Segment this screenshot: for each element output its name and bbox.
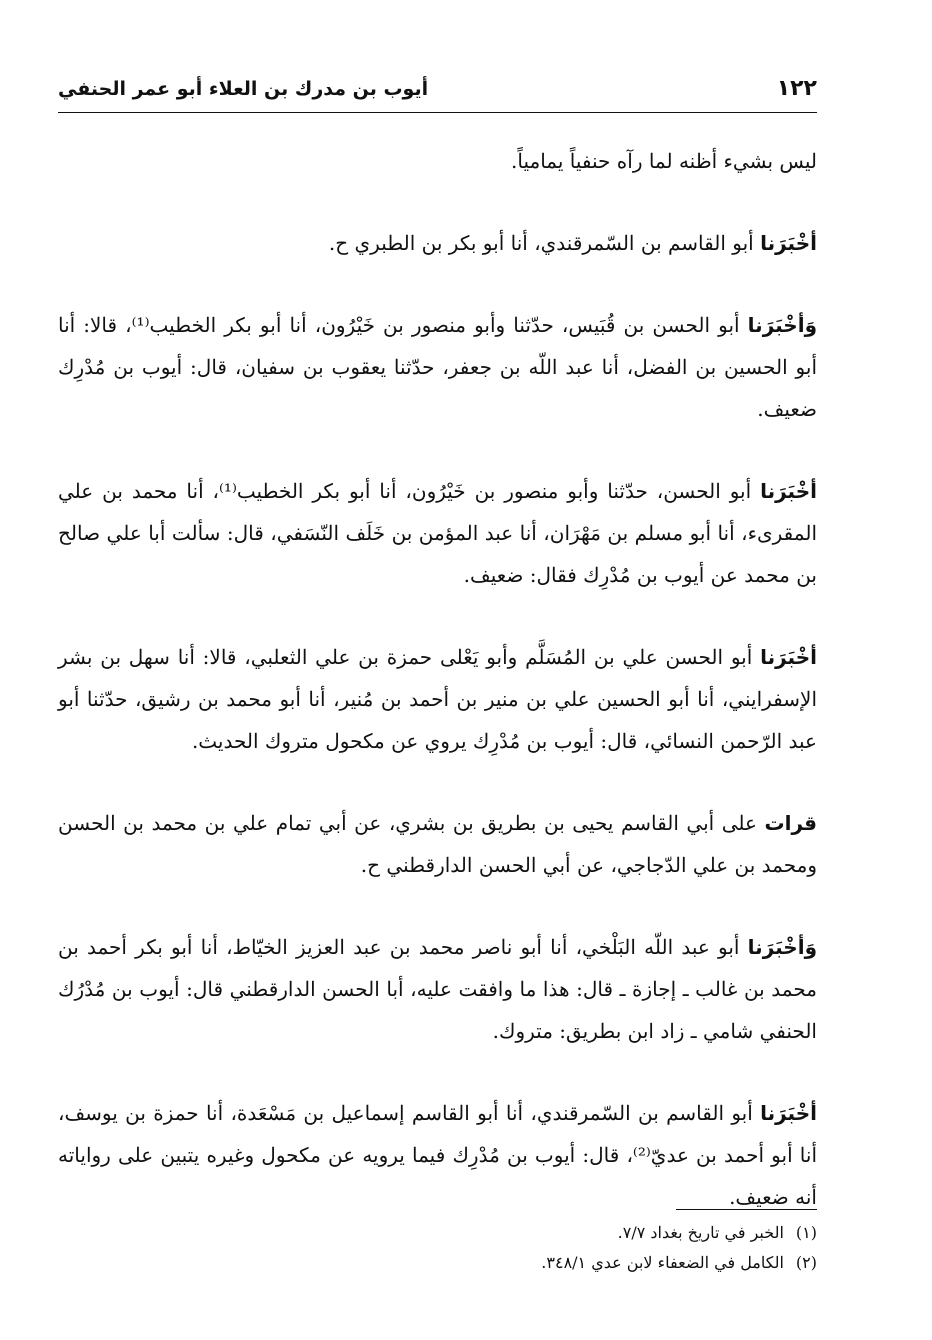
running-title: أيوب بن مدرك بن العلاء أبو عمر الحنفي: [58, 78, 429, 100]
paragraph: [58, 926, 817, 1052]
footnote-text: الكامل في الضعفاء لابن عدي ٣٤٨/١.: [541, 1253, 784, 1272]
footnote-marker: (٢): [795, 1253, 817, 1272]
paragraph-text: أبو الحسن، حدّثنا وأبو منصور بن خَيْرُون، أنا أبو بكر الخطيب⁽¹⁾، أنا محمد بن علي المقرىء، أنا أبو مسلم بن مَهْرَان، أنا عبد المؤمن بن خَلَف النّسَفي، قال: سألت أبا علي صالح بن محمد عن أيوب بن مُدْرِك فقال: ضعيف.: [58, 479, 817, 587]
footnotes: [58, 1218, 817, 1278]
paragraph-text: أبو القاسم بن السّمرقندي، أنا أبو القاسم إسماعيل بن مَسْعَدة، أنا حمزة بن يوسف، أنا أبو أحمد بن عديّ⁽²⁾، قال: أيوب بن مُدْرِك فيما يرويه عن مكحول وغيره يتبين على رواياته أنه ضعيف.: [58, 1101, 818, 1209]
footnote: [58, 1248, 817, 1278]
paragraph-lead: أخْبَرَنا: [760, 479, 817, 503]
paragraph: [58, 1092, 817, 1218]
page-header: [58, 74, 817, 114]
footnote-marker: (١): [795, 1223, 817, 1242]
paragraph: [58, 222, 817, 264]
footnote-rule: [676, 1209, 817, 1210]
paragraph: [58, 636, 817, 762]
paragraph-text: أبو القاسم بن السّمرقندي، أنا أبو بكر بن الطبري ح.: [328, 231, 761, 255]
header-rule: [58, 112, 817, 113]
paragraph-lead: قرات: [764, 811, 817, 835]
paragraph-lead: وَأخْبَرَنا: [747, 935, 817, 959]
paragraph-text: أبو الحسن بن قُبَيس، حدّثنا وأبو منصور بن خَيْرُون، أنا أبو بكر الخطيب⁽¹⁾، قالا: أنا أبو الحسين بن الفضل، أنا عبد اللّه بن جعفر، حدّثنا يعقوب بن سفيان، قال: أيوب بن مُدْرِك ضعيف.: [58, 313, 817, 421]
paragraph-text: أبو الحسن علي بن المُسَلَّم وأبو يَعْلى حمزة بن علي الثعلبي، قالا: أنا سهل بن بشر الإسفرايني، أنا أبو الحسين علي بن منير بن أحمد بن مُنير، أنا أبو محمد بن رشيق، حدّثنا أبو عبد الرّحمن النسائي، قال: أيوب بن مُدْرِك يروي عن مكحول متروك الحديث.: [58, 645, 817, 753]
paragraph-lead: أخْبَرَنا: [760, 645, 817, 669]
paragraph: [58, 470, 817, 596]
paragraph: [58, 802, 817, 886]
footnote: [58, 1218, 817, 1248]
paragraph-text: ليس بشيء أظنه لما رآه حنفياً يمامياً.: [511, 149, 817, 173]
paragraph-lead: أخْبَرَنا: [760, 1101, 817, 1125]
page-number: ١٢٢: [776, 76, 817, 101]
footnote-text: الخبر في تاريخ بغداد ٧/٧.: [617, 1223, 784, 1242]
paragraph-text: على أبي القاسم يحيى بن بطريق بن بشري، عن أبي تمام علي بن محمد بن الحسن ومحمد بن علي الدّجاجي، عن أبي الحسن الدارقطني ح.: [58, 811, 817, 877]
paragraph-lead: وَأخْبَرَنا: [747, 313, 817, 337]
paragraph-lead: أخْبَرَنا: [760, 231, 817, 255]
paragraph: [58, 304, 817, 430]
paragraph: [58, 140, 817, 182]
body-text: [58, 140, 817, 1258]
paragraph-text: أبو عبد اللّه البَلْخي، أنا أبو ناصر محمد بن عبد العزيز الخيّاط، أنا أبو بكر أحمد بن محمد بن غالب ـ إجازة ـ قال: هذا ما وافقت عليه، أبا الحسن الدارقطني قال: أيوب بن مُدْرُك الحنفي شامي ـ زاد ابن بطريق: متروك.: [58, 935, 817, 1043]
